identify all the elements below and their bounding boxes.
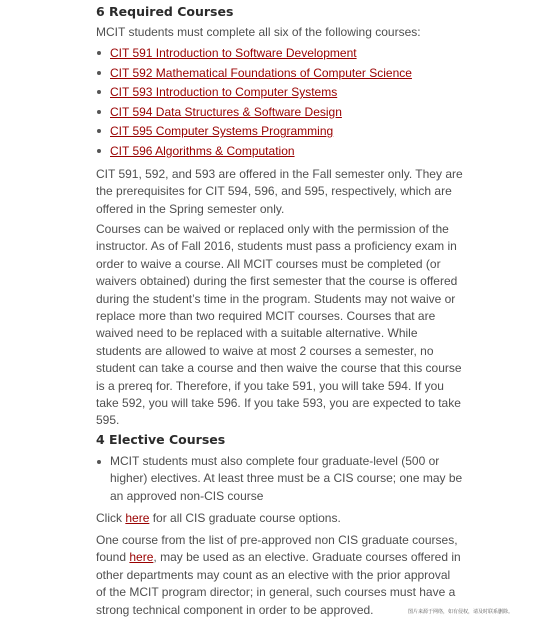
- text-line: is a prereq for. Therefore, if you take 591, you will take 594. If you: [96, 378, 444, 393]
- noncis-courses-here-link[interactable]: here: [129, 550, 154, 565]
- text-line: waivers obtained) during the first semester that the course is offered: [96, 274, 458, 289]
- elective-courses-heading: 4 Elective Courses: [96, 432, 226, 447]
- course-link-cit596[interactable]: CIT 596 Algorithms & Computation: [110, 143, 295, 158]
- course-link-cit595[interactable]: CIT 595 Computer Systems Programming: [110, 124, 334, 139]
- text-line: students are allowed to waive at most 2 courses a semester, no: [96, 343, 434, 358]
- course-link-cit594[interactable]: CIT 594 Data Structures & Software Design: [110, 104, 342, 119]
- waiver-paragraph: [96, 221, 466, 430]
- found-prefix: found: [96, 550, 130, 565]
- required-courses-heading: 6 Required Courses: [96, 4, 234, 19]
- list-item: [110, 142, 470, 162]
- bullet-icon: [97, 90, 101, 94]
- bullet-icon: [97, 110, 101, 114]
- text-line: offered in the Spring semester only.: [96, 201, 285, 216]
- bullet-icon: [97, 460, 101, 464]
- list-item: [110, 83, 470, 103]
- bullet-icon: [97, 129, 101, 133]
- text-line: other departments may count as an elective with the prior approval: [96, 567, 451, 582]
- watermark: 图片来源于网络，如有侵权，请及时联系删除。: [407, 609, 513, 615]
- text-line: strong technical component in order to be approved.: [96, 602, 374, 617]
- text-line: One course from the list of pre-approved non CIS graduate courses,: [96, 533, 458, 547]
- text-line: MCIT students must also complete four graduate-level (500 or: [110, 454, 440, 468]
- cis-courses-here-link[interactable]: here: [125, 511, 150, 525]
- bullet-icon: [97, 51, 101, 55]
- text-line: the prerequisites for CIT 594, 596, and 595, respectively, which are: [96, 184, 452, 199]
- text-line: of the MCIT program director; in general, such courses must have a: [96, 585, 456, 600]
- text-line: student can take a course and then waive the course that this course: [96, 361, 462, 376]
- click-here-paragraph: [96, 510, 341, 527]
- text-line: waived need to be replaced with a suitable alternative. While: [96, 326, 418, 341]
- found-suffix: , may be used as an elective. Graduate courses offered in: [153, 550, 461, 565]
- text-line: during the student’s time in the program. Students may not waive or: [96, 291, 456, 306]
- text-line: order to waive a course. All MCIT courses must be completed (or: [96, 256, 441, 271]
- course-link-cit591[interactable]: CIT 591 Introduction to Software Development: [110, 46, 357, 60]
- required-intro: MCIT students must complete all six of the following courses:: [96, 25, 421, 39]
- text-line: take 592, you will take 596. If you take 593, you are expected to take: [96, 396, 461, 411]
- required-course-list: [110, 44, 470, 162]
- bullet-icon: [97, 149, 101, 153]
- text-line: [96, 549, 466, 566]
- elective-bullet-list: [110, 453, 470, 505]
- text-line: instructor. As of Fall 2016, students must pass a proficiency exam in: [96, 239, 457, 254]
- prereq-paragraph: [96, 166, 466, 218]
- list-item: [110, 103, 470, 123]
- text-line: replace more than two required MCIT courses. Courses that are: [96, 309, 436, 324]
- click-suffix: for all CIS graduate course options.: [149, 511, 341, 525]
- list-item: [110, 453, 470, 505]
- bullet-icon: [97, 71, 101, 75]
- noncis-paragraph: [96, 532, 466, 619]
- list-item: [110, 122, 470, 142]
- course-link-cit592[interactable]: CIT 592 Mathematical Foundations of Computer Science: [110, 65, 412, 80]
- text-line: CIT 591, 592, and 593 are offered in the Fall semester only. They are: [96, 167, 463, 181]
- course-link-cit593[interactable]: CIT 593 Introduction to Computer Systems: [110, 85, 338, 100]
- text-line: 595.: [96, 413, 120, 428]
- text-line: higher) electives. At least three must be a CIS course; one may be: [110, 471, 463, 486]
- text-line: Courses can be waived or replaced only with the permission of the: [96, 222, 449, 236]
- list-item: [110, 64, 470, 84]
- list-item: [110, 44, 470, 64]
- text-line: an approved non-CIS course: [110, 488, 264, 503]
- click-prefix: Click: [96, 511, 126, 525]
